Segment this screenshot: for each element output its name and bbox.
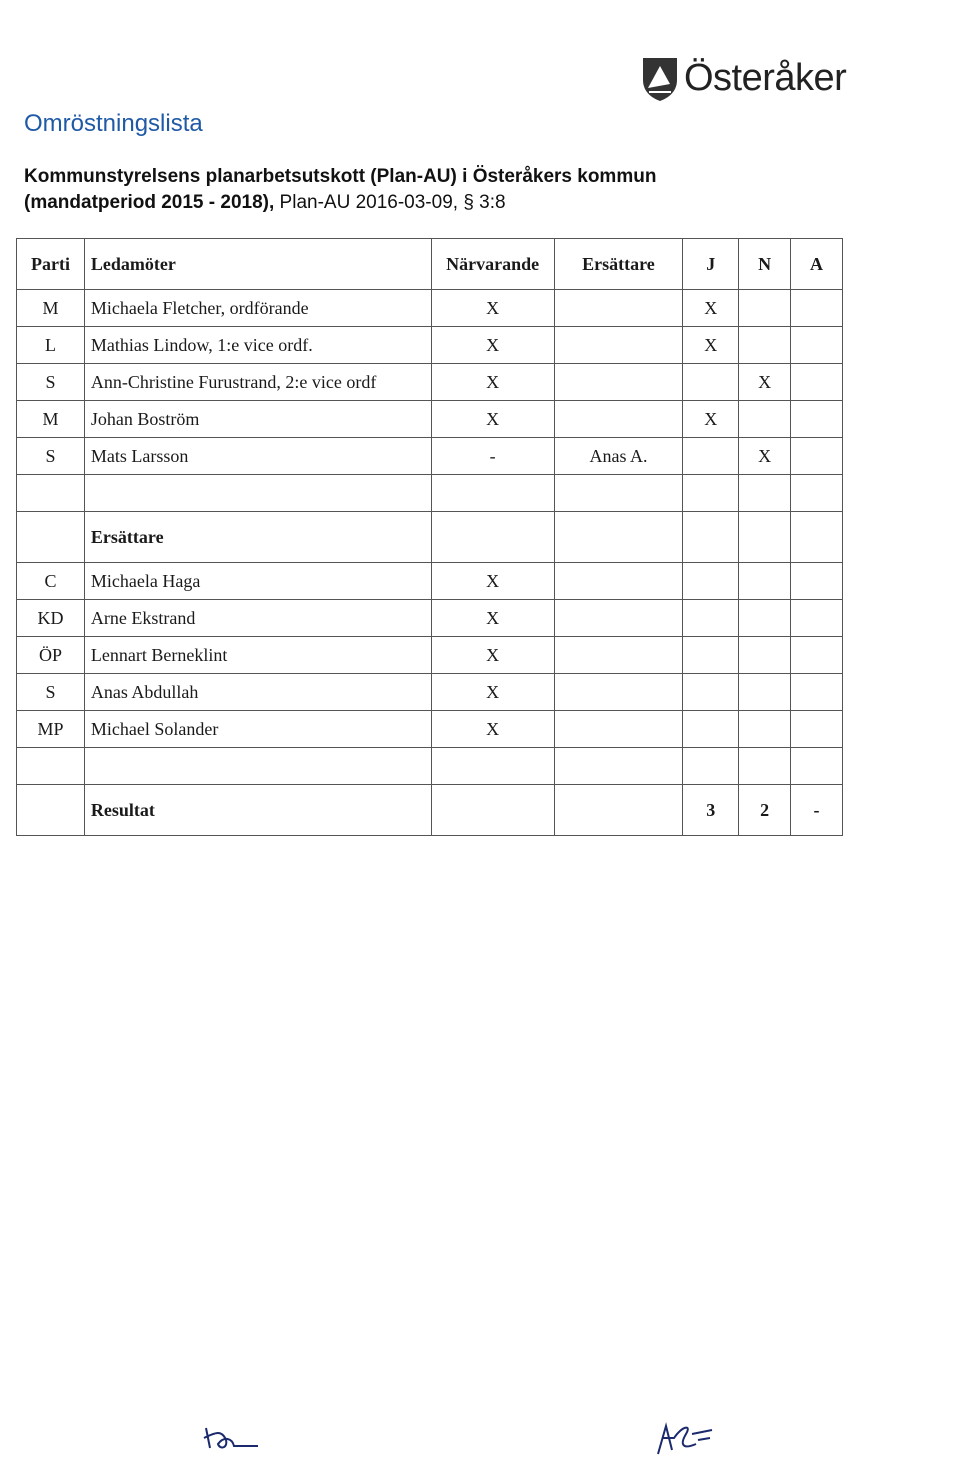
result-row bbox=[17, 785, 843, 836]
title-meeting: Plan-AU 2016-03-09, § 3:8 bbox=[274, 192, 506, 213]
document-title bbox=[24, 164, 656, 216]
abstain-cell bbox=[791, 290, 843, 327]
empty-row bbox=[17, 475, 843, 512]
substitutes-heading: Ersättare bbox=[84, 512, 431, 563]
present-cell: X bbox=[431, 637, 554, 674]
yes-cell bbox=[683, 438, 739, 475]
table-row bbox=[17, 364, 843, 401]
col-ersattare: Ersättare bbox=[554, 239, 683, 290]
col-parti: Parti bbox=[17, 239, 85, 290]
present-cell: X bbox=[431, 563, 554, 600]
col-narvarande: Närvarande bbox=[431, 239, 554, 290]
col-ledamoter: Ledamöter bbox=[84, 239, 431, 290]
yes-cell: X bbox=[683, 327, 739, 364]
substitute-name: Michael Solander bbox=[84, 711, 431, 748]
no-cell bbox=[739, 401, 791, 438]
logo-text: Österåker bbox=[684, 56, 847, 99]
result-abstain: - bbox=[791, 785, 843, 836]
no-cell bbox=[739, 290, 791, 327]
parti-cell: S bbox=[17, 438, 85, 475]
table-row bbox=[17, 600, 843, 637]
member-name: Mathias Lindow, 1:e vice ordf. bbox=[84, 327, 431, 364]
signature-1 bbox=[198, 1418, 268, 1458]
table-row bbox=[17, 563, 843, 600]
parti-cell: ÖP bbox=[17, 637, 85, 674]
table-row bbox=[17, 290, 843, 327]
signature-2 bbox=[652, 1420, 732, 1460]
title-period: (mandatperiod 2015 - 2018), bbox=[24, 192, 275, 213]
member-name: Ann-Christine Furustrand, 2:e vice ordf bbox=[84, 364, 431, 401]
parti-cell: M bbox=[17, 401, 85, 438]
present-cell: X bbox=[431, 327, 554, 364]
table-row bbox=[17, 401, 843, 438]
substitute-cell bbox=[554, 364, 683, 401]
document-type: Omröstningslista bbox=[24, 110, 203, 137]
table-row bbox=[17, 711, 843, 748]
parti-cell: M bbox=[17, 290, 85, 327]
member-name: Michaela Fletcher, ordförande bbox=[84, 290, 431, 327]
parti-cell: C bbox=[17, 563, 85, 600]
parti-cell: KD bbox=[17, 600, 85, 637]
substitute-name: Michaela Haga bbox=[84, 563, 431, 600]
substitute-name: Anas Abdullah bbox=[84, 674, 431, 711]
logo bbox=[640, 52, 846, 104]
yes-cell bbox=[683, 364, 739, 401]
member-name: Johan Boström bbox=[84, 401, 431, 438]
col-n: N bbox=[739, 239, 791, 290]
col-a: A bbox=[791, 239, 843, 290]
table-row bbox=[17, 674, 843, 711]
abstain-cell bbox=[791, 364, 843, 401]
table-row bbox=[17, 438, 843, 475]
table-row bbox=[17, 327, 843, 364]
title-line-2 bbox=[24, 190, 656, 216]
substitute-cell bbox=[554, 327, 683, 364]
table-row bbox=[17, 637, 843, 674]
substitute-cell bbox=[554, 401, 683, 438]
member-name: Mats Larsson bbox=[84, 438, 431, 475]
present-cell: X bbox=[431, 401, 554, 438]
abstain-cell bbox=[791, 327, 843, 364]
no-cell: X bbox=[739, 364, 791, 401]
header-row bbox=[17, 239, 843, 290]
result-no: 2 bbox=[739, 785, 791, 836]
title-line-1: Kommunstyrelsens planarbetsutskott (Plan-AU) i Österåkers kommun bbox=[24, 166, 657, 187]
present-cell: - bbox=[431, 438, 554, 475]
parti-cell: L bbox=[17, 327, 85, 364]
abstain-cell bbox=[791, 438, 843, 475]
substitute-name: Arne Ekstrand bbox=[84, 600, 431, 637]
present-cell: X bbox=[431, 364, 554, 401]
parti-cell: S bbox=[17, 364, 85, 401]
yes-cell: X bbox=[683, 290, 739, 327]
result-label: Resultat bbox=[84, 785, 431, 836]
vote-table bbox=[16, 238, 843, 836]
empty-row bbox=[17, 748, 843, 785]
substitute-cell bbox=[554, 290, 683, 327]
present-cell: X bbox=[431, 600, 554, 637]
present-cell: X bbox=[431, 290, 554, 327]
col-j: J bbox=[683, 239, 739, 290]
result-yes: 3 bbox=[683, 785, 739, 836]
abstain-cell bbox=[791, 401, 843, 438]
no-cell bbox=[739, 327, 791, 364]
substitute-cell: Anas A. bbox=[554, 438, 683, 475]
present-cell: X bbox=[431, 674, 554, 711]
no-cell: X bbox=[739, 438, 791, 475]
parti-cell: MP bbox=[17, 711, 85, 748]
present-cell: X bbox=[431, 711, 554, 748]
substitutes-heading-row bbox=[17, 512, 843, 563]
parti-cell: S bbox=[17, 674, 85, 711]
yes-cell: X bbox=[683, 401, 739, 438]
substitute-name: Lennart Berneklint bbox=[84, 637, 431, 674]
coat-of-arms-icon bbox=[640, 54, 680, 102]
